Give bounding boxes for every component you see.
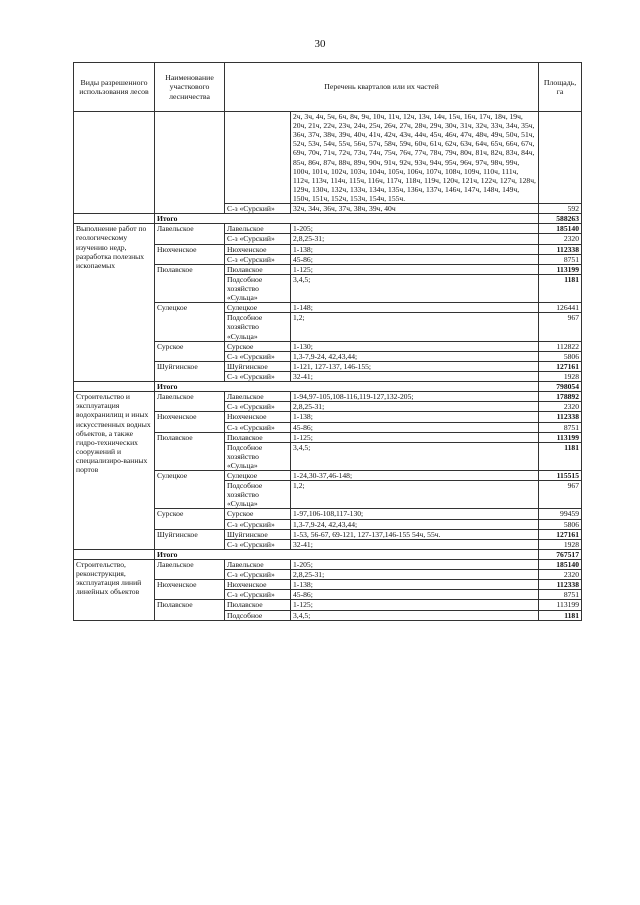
quarter-list-cell: 2,8,25-31; [291,570,539,580]
total-value: 767517 [539,549,582,559]
cell-use-prev [74,112,155,214]
subforestry-cell: С-з «Сурский» [225,539,291,549]
quarter-list-cell: 1-205; [291,560,539,570]
use-type-cell: Выполнение работ по геологическому изучению недр, разработка полезных ископаемых [74,224,155,382]
area-cell: 113199 [539,432,582,442]
quarter-list-cell: 3,4,5; [291,442,539,470]
quarter-list-cell: 1-148; [291,303,539,313]
table-row [74,560,582,570]
forestry-cell: Сурское [155,341,225,361]
subforestry-cell: Лавельское [225,560,291,570]
area-cell: 112338 [539,412,582,422]
subforestry-cell: Пюлавское [225,264,291,274]
quarter-list-cell: 32ч, 34ч, 36ч, 37ч, 38ч, 39ч, 40ч [291,204,539,214]
use-type-cell: Строительство и эксплуатация водохранилищ и иных искусственных водных объектов, а также гидро-технических сооружений и специализиро-ванных портов [74,392,155,550]
header-quarters: Перечень кварталов или их частей [225,63,539,112]
subforestry-cell: Подсобное хозяйство «Сульца» [225,274,291,302]
quarter-list-cell: 32-41; [291,539,539,549]
total-row-blank [74,549,155,559]
quarter-list-cell: 1-138; [291,412,539,422]
area-cell: 113199 [539,264,582,274]
subforestry-cell: Нюхченское [225,412,291,422]
forestry-cell: Нюхченское [155,412,225,432]
subforestry-cell: Шуйгинское [225,361,291,371]
subforestry-cell: С-з «Сурский» [225,519,291,529]
quarter-list-cell: 1,2; [291,313,539,341]
subforestry-cell: Шуйгинское [225,529,291,539]
forestry-cell: Лавельское [155,560,225,580]
subforestry-cell: С-з «Сурский» [225,204,291,214]
use-type-cell: Строительство, реконструкция, эксплуатация линий линейных объектов [74,560,155,621]
total-label: Итого [155,214,539,224]
quarter-list-cell: 1,3-7,9-24, 42,43,44; [291,519,539,529]
total-row [74,382,582,392]
quarter-list-cell: 3,4,5; [291,274,539,302]
header-area: Площадь, га [539,63,582,112]
forestry-cell: Сурское [155,509,225,529]
total-label: Итого [155,549,539,559]
subforestry-cell: Пюлавское [225,432,291,442]
subforestry-cell: С-з «Сурский» [225,234,291,244]
forestry-cell: Пюлавское [155,432,225,470]
subforestry-cell: Пюлавское [225,600,291,610]
area-cell: 115515 [539,471,582,481]
quarter-list-cell: 45-86; [291,590,539,600]
total-row-blank [74,214,155,224]
quarter-list-cell: 1-125; [291,264,539,274]
area-cell [539,112,582,204]
quarter-list-cell: 2,8,25-31; [291,234,539,244]
quarter-list-cell: 1-53, 56-67, 69-121, 127-137,146-155 54ч, 55ч. [291,529,539,539]
subforestry-cell: С-з «Сурский» [225,351,291,361]
forestry-cell: Пюлавское [155,264,225,302]
area-cell: 5806 [539,519,582,529]
page-number: 30 [314,38,326,50]
area-cell: 1928 [539,371,582,381]
quarter-list-cell: 1-125; [291,600,539,610]
quarter-list-cell: 1-121, 127-137, 146-155; [291,361,539,371]
quarter-list-cell: 1,3-7,9-24, 42,43,44; [291,351,539,361]
area-cell: 185140 [539,560,582,570]
area-cell: 112822 [539,341,582,351]
area-cell: 2320 [539,402,582,412]
quarter-list-cell: 1-97,106-108,117-130; [291,509,539,519]
subforestry-cell: С-з «Сурский» [225,402,291,412]
quarter-list-cell: 1-125; [291,432,539,442]
cell-sub-prev [225,112,291,204]
subforestry-cell: Сурское [225,509,291,519]
quarter-list-cell: 1-138; [291,244,539,254]
area-cell: 592 [539,204,582,214]
quarter-list-cell: 2,8,25-31; [291,402,539,412]
subforestry-cell: Сулецкое [225,471,291,481]
area-cell: 127161 [539,361,582,371]
area-cell: 178892 [539,392,582,402]
area-cell: 1928 [539,539,582,549]
area-cell: 8751 [539,422,582,432]
subforestry-cell: С-з «Сурский» [225,422,291,432]
forestry-cell: Шуйгинское [155,361,225,381]
subforestry-cell: С-з «Сурский» [225,570,291,580]
forestry-cell: Нюхченское [155,580,225,600]
quarter-list-cell: 2ч, 3ч, 4ч, 5ч, 6ч, 8ч, 9ч, 10ч, 11ч, 12ч, 13ч, 14ч, 15ч, 16ч, 17ч, 18ч, 19ч, 20ч, 21ч, 22ч, 23ч, 24ч, 25ч, 26ч, 27ч, 28ч, 29ч, 30ч, 31ч, 32ч, 33ч, 34ч, 35ч, 36ч, 37ч, 38ч, 39ч, 40ч, 41ч, 42ч, 43ч, 44ч, 45ч, 46ч, 47ч, 48ч, 49ч, 50ч, 51ч, 52ч, 53ч, 54ч, 55ч, 56ч, 57ч, 58ч, 59ч, 60ч, 61ч, 62ч, 63ч, 64ч, 65ч, 66ч, 67ч, 69ч, 70ч, 71ч, 72ч, 73ч, 74ч, 75ч, 76ч, 77ч, 78ч, 79ч, 80ч, 81ч, 82ч, 83ч, 84ч, 85ч, 86ч, 87ч, 88ч, 89ч, 90ч, 91ч, 92ч, 93ч, 94ч, 95ч, 96ч, 97ч, 98ч, 99ч, 100ч, 101ч, 102ч, 103ч, 104ч, 105ч, 106ч, 107ч, 108ч, 109ч, 110ч, 111ч, 112ч, 113ч, 114ч, 115ч, 116ч, 117ч, 118ч, 119ч, 120ч, 121ч, 122ч, 127ч, 128ч, 129ч, 130ч, 132ч, 133ч, 134ч, 135ч, 136ч, 137ч, 146ч, 147ч, 148ч, 149ч, 150ч, 151ч, 152ч, 153ч, 154ч, 155ч. [291,112,539,204]
forestry-cell: Сулецкое [155,303,225,341]
area-cell: 112338 [539,244,582,254]
subforestry-cell: Подсобное [225,610,291,620]
subforestry-cell: С-з «Сурский» [225,590,291,600]
area-cell: 2320 [539,570,582,580]
area-cell: 1181 [539,442,582,470]
table-row [74,392,582,402]
forest-use-table [73,62,582,621]
forestry-cell: Лавельское [155,392,225,412]
header-use-type: Виды разрешенного использования лесов [74,63,155,112]
area-cell: 1181 [539,274,582,302]
subforestry-cell: С-з «Сурский» [225,254,291,264]
total-value: 588263 [539,214,582,224]
subforestry-cell: С-з «Сурский» [225,371,291,381]
subforestry-cell: Лавельское [225,392,291,402]
forestry-cell: Лавельское [155,224,225,244]
area-cell: 967 [539,481,582,509]
forestry-cell: Сулецкое [155,471,225,509]
quarter-list-cell: 45-86; [291,422,539,432]
subforestry-cell: Подсобное хозяйство «Сульца» [225,313,291,341]
area-cell: 99459 [539,509,582,519]
subforestry-cell: Нюхченское [225,244,291,254]
total-label: Итого [155,382,539,392]
quarter-list-cell: 45-86; [291,254,539,264]
area-cell: 2320 [539,234,582,244]
quarter-list-cell: 1-130; [291,341,539,351]
forestry-cell: Шуйгинское [155,529,225,549]
subforestry-cell: Сулецкое [225,303,291,313]
area-cell: 112338 [539,580,582,590]
area-cell: 8751 [539,254,582,264]
area-cell: 127161 [539,529,582,539]
quarter-list-cell: 3,4,5; [291,610,539,620]
area-cell: 113199 [539,600,582,610]
quarter-list-cell: 1-138; [291,580,539,590]
subforestry-cell: Сурское [225,341,291,351]
quarter-list-cell: 1-94,97-105,108-116,119-127,132-205; [291,392,539,402]
subforestry-cell: Подсобное хозяйство «Сульца» [225,442,291,470]
forestry-cell: Нюхченское [155,244,225,264]
quarter-list-cell: 1,2; [291,481,539,509]
quarter-list-cell: 32-41; [291,371,539,381]
cell-forest-prev [155,112,225,214]
area-cell: 8751 [539,590,582,600]
area-cell: 967 [539,313,582,341]
table-row [74,224,582,234]
total-row [74,549,582,559]
total-value: 798054 [539,382,582,392]
forestry-cell: Пюлавское [155,600,225,620]
subforestry-cell: Лавельское [225,224,291,234]
area-cell: 1181 [539,610,582,620]
header-forestry: Наименование участкового лесничества [155,63,225,112]
subforestry-cell: Нюхченское [225,580,291,590]
quarter-list-cell: 1-24,30-37,46-148; [291,471,539,481]
subforestry-cell: Подсобное хозяйство «Сульца» [225,481,291,509]
quarter-list-cell: 1-205; [291,224,539,234]
area-cell: 185140 [539,224,582,234]
area-cell: 126441 [539,303,582,313]
area-cell: 5806 [539,351,582,361]
total-row-blank [74,382,155,392]
